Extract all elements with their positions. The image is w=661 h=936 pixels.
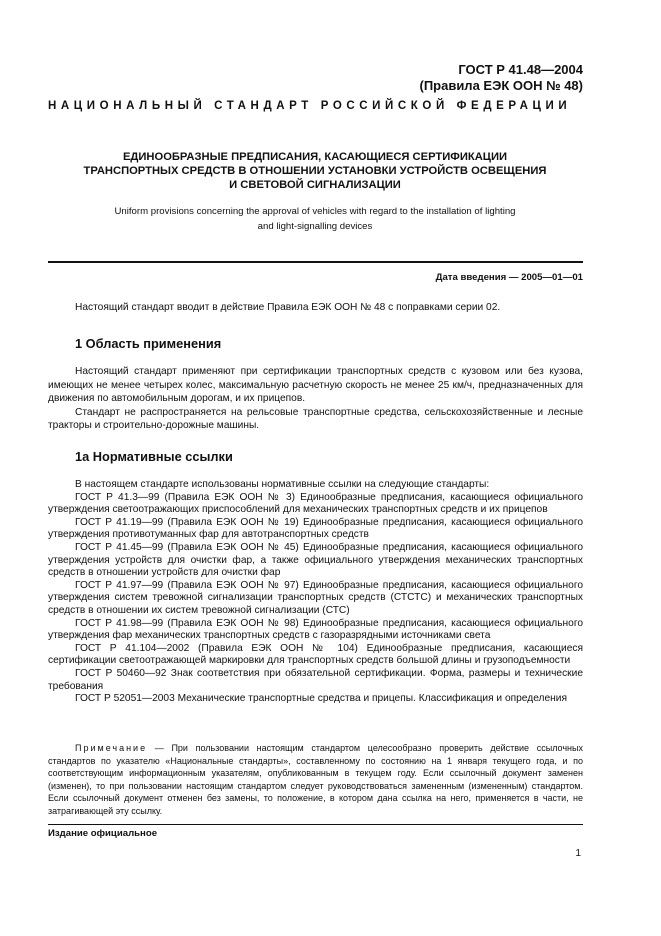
reference-item: ГОСТ Р 41.3—99 (Правила ЕЭК ООН № 3) Единообразные предписания, касающиеся официального утверждения светоотражающих приспособлений для механических транспортных средств и их прицепов — [48, 491, 583, 516]
reference-item: ГОСТ Р 41.19—99 (Правила ЕЭК ООН № 19) Единообразные предписания, касающиеся официального утверждения противотуманных фар для автотранспортных средств — [48, 516, 583, 541]
introduction-date: Дата введения — 2005—01—01 — [435, 272, 583, 283]
divider-thin — [48, 824, 583, 825]
document-title-ru: ЕДИНООБРАЗНЫЕ ПРЕДПИСАНИЯ, КАСАЮЩИЕСЯ СЕРТИФИКАЦИИ ТРАНСПОРТНЫХ СРЕДСТВ В ОТНОШЕНИИ УСТАНОВКИ УСТРОЙСТВ ОСВЕЩЕНИЯ И СВЕТОВОЙ СИГНАЛИЗАЦИИ — [83, 151, 547, 191]
reference-item: ГОСТ Р 41.45—99 (Правила ЕЭК ООН № 45) Единообразные предписания, касающиеся официального утверждения устройств для очистки фар, а также официального утверждения механических транспортных средств в отношении устройств для очистки фар — [48, 541, 583, 579]
standard-code-block — [419, 62, 583, 94]
official-edition-label: Издание официальное — [48, 828, 158, 839]
divider-heavy — [48, 261, 583, 263]
regulation-number: (Правила ЕЭК ООН № 48) — [419, 78, 583, 93]
standard-code: ГОСТ Р 41.48—2004 — [458, 62, 583, 77]
note-block — [48, 742, 583, 818]
reference-item: ГОСТ Р 52051—2003 Механические транспортные средства и прицепы. Классификация и определения — [75, 693, 567, 705]
note-label: Примечание — [75, 743, 148, 753]
references-list — [48, 479, 583, 706]
national-standard-banner: НАЦИОНАЛЬНЫЙ СТАНДАРТ РОССИЙСКОЙ ФЕДЕРАЦИИ — [48, 100, 572, 112]
document-title-en: Uniform provisions concerning the approval of vehicles with regard to the installation of lighting and light-signalling devices — [114, 206, 516, 232]
reference-item: ГОСТ Р 50460—92 Знак соответствия при обязательной сертификации. Форма, размеры и технические требования — [48, 667, 583, 692]
introduction-text: Настоящий стандарт вводит в действие Правила ЕЭК ООН № 48 с поправками серии 02. — [75, 302, 501, 313]
section-1-heading: 1 Область применения — [75, 336, 222, 351]
section-1a-heading: 1а Нормативные ссылки — [75, 449, 233, 464]
reference-item: ГОСТ Р 41.104—2002 (Правила ЕЭК ООН № 104) Единообразные предписания, касающиеся сертификации светоотражающей маркировки для транспортных средств большой длины и грузоподъемности — [48, 642, 583, 667]
section-1-paragraph: Настоящий стандарт применяют при сертификации транспортных средств с кузовом или без кузова, имеющих не менее четырех колес, максимальную расчетную скорость не менее 25 км/ч, предназначенных для движения по автомобильным дорогам, и их прицепов. — [48, 366, 583, 404]
reference-item: ГОСТ Р 41.97—99 (Правила ЕЭК ООН № 97) Единообразные предписания, касающиеся официального утверждения систем тревожной сигнализации транспортных средств (СТСТС) и механических транспортных средств в отношении их систем тревожной сигнализации (СТС) — [48, 579, 583, 616]
page-number: 1 — [575, 848, 581, 859]
note-text: — При пользовании настоящим стандартом целесообразно проверить действие ссылочных стандартов по указателю «Национальные стандарты», составленному по состоянию на 1 января текущего года, и по соответствующим информационным указателям, опубликованным в текущем году. Если ссылочный документ заменен (изменен), то при пользовании настоящим стандартом следует руководствоваться замененным (измененным) стандартом. Если ссылочный документ отменен без замены, то положение, в котором дана ссылка на него, применяется в части, не затрагивающей эту ссылку. — [48, 743, 583, 816]
section-1-body — [48, 365, 583, 433]
section-1-paragraph: Стандарт не распространяется на рельсовые транспортные средства, сельскохозяйственные и лесные тракторы и строительно-дорожные машины. — [48, 406, 583, 431]
references-lead: В настоящем стандарте использованы нормативные ссылки на следующие стандарты: — [75, 479, 490, 490]
reference-item: ГОСТ Р 41.98—99 (Правила ЕЭК ООН № 98) Единообразные предписания, касающиеся официального утверждения фар механических транспортных средств с газоразрядными источниками света — [48, 617, 583, 642]
